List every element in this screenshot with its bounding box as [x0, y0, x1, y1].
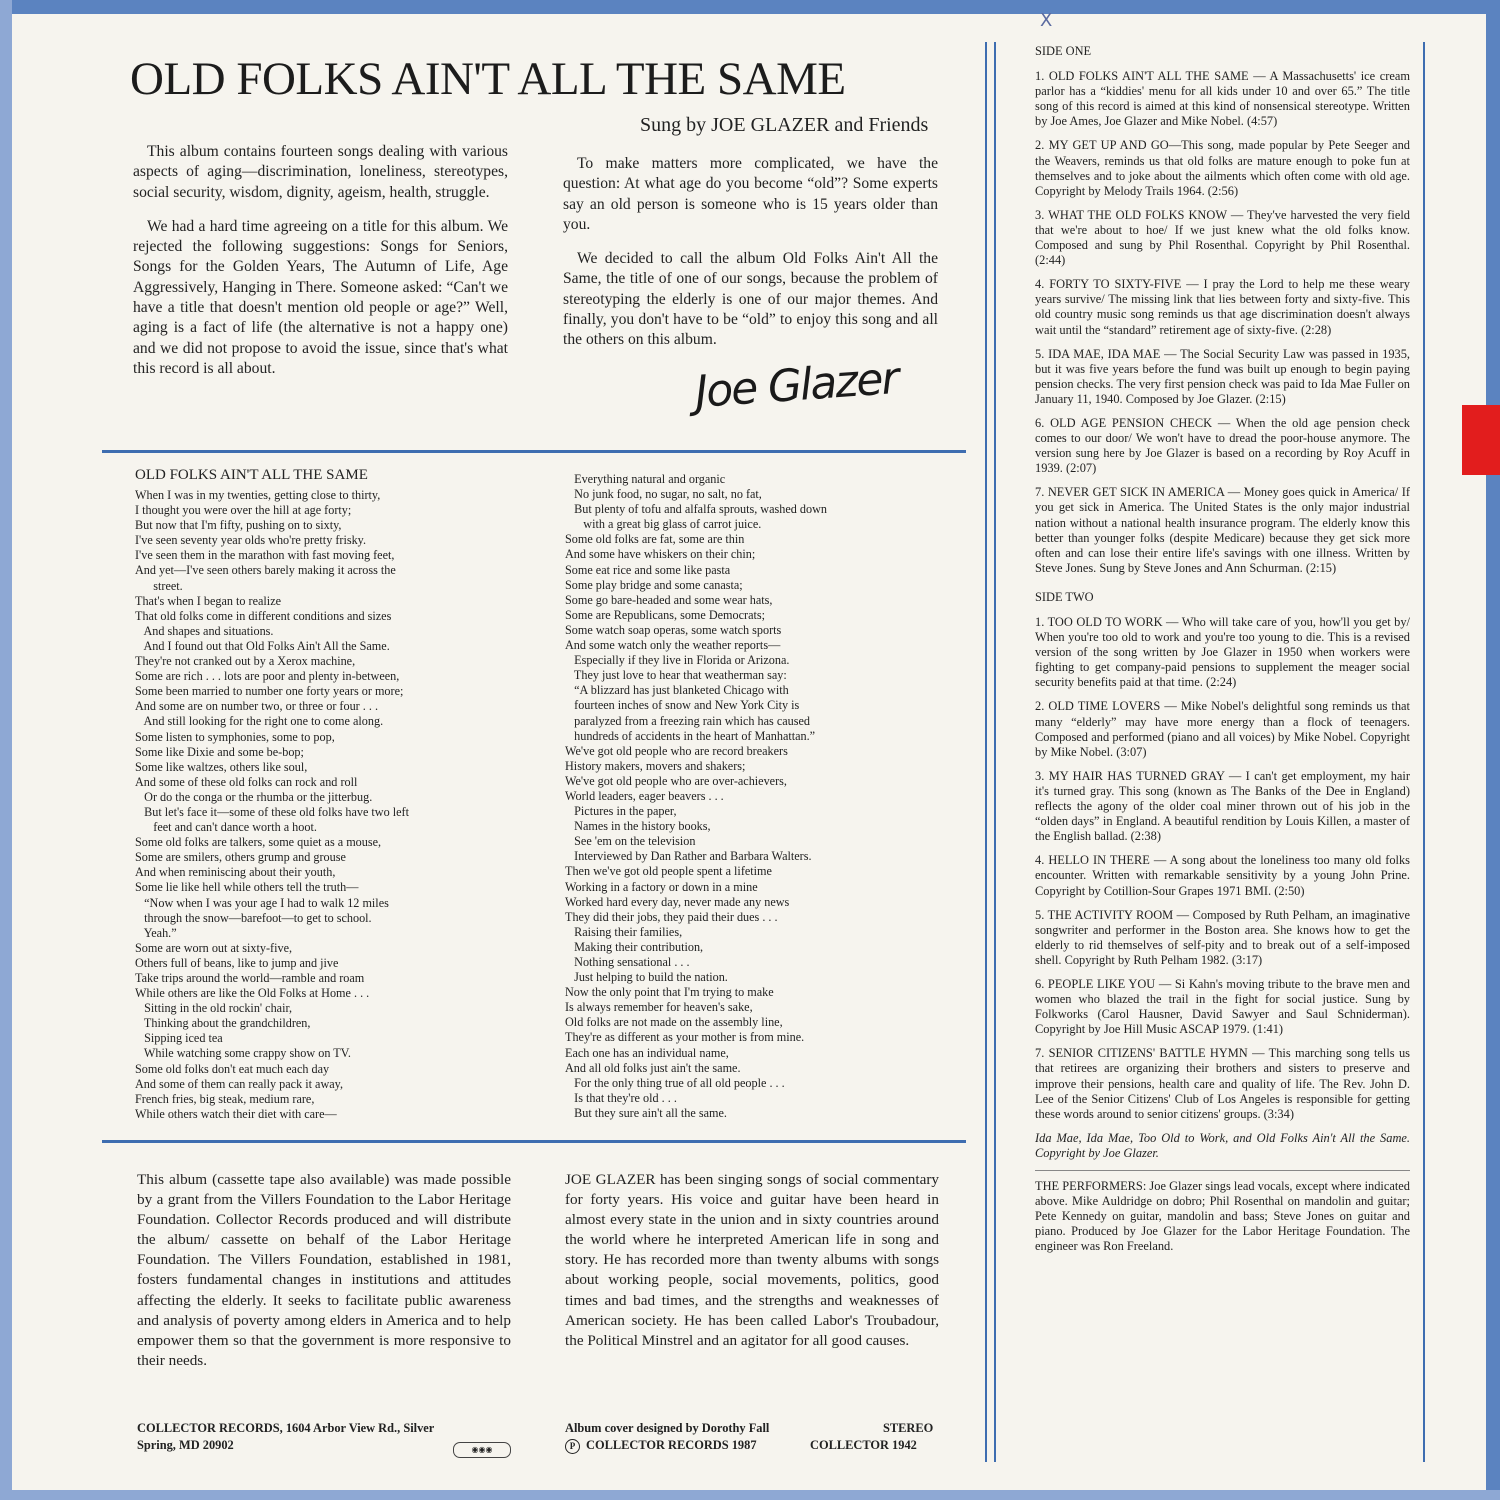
lyric-line: Some lie like hell while others tell the truth—: [135, 880, 359, 895]
lyric-line: Pictures in the paper,: [565, 804, 677, 819]
lyric-line: through the snow—barefoot—to get to school.: [135, 910, 372, 925]
lyric-line: That old folks come in different conditions and sizes: [135, 608, 392, 623]
label-address-line2: Spring, MD 20902: [137, 1438, 234, 1452]
side-two-heading: SIDE TWO: [1035, 589, 1094, 604]
lyric-line: Some old folks are fat, some are thin: [565, 532, 745, 547]
lyric-line: History makers, movers and shakers;: [565, 758, 746, 773]
lyric-line: And still looking for the right one to come along.: [135, 714, 384, 729]
lyric-line: Is always remember for heaven's sake,: [565, 1000, 753, 1015]
lyric-line: Or do the conga or the rhumba or the jitterbug.: [135, 789, 373, 804]
lyric-line: And I found out that Old Folks Ain't All the Same.: [135, 638, 390, 653]
lyric-line: Some listen to symphonies, some to pop,: [135, 729, 335, 744]
lyric-line: They just love to hear that weatherman say:: [565, 668, 787, 683]
lyric-line: While others watch their diet with care—: [135, 1106, 337, 1121]
lyric-line: Nothing sensational . . .: [565, 955, 690, 969]
lyric-line: They're not cranked out by a Xerox machine,: [135, 654, 356, 669]
lyric-line: Is that they're old . . .: [565, 1090, 677, 1105]
lyric-line: For the only thing true of all old people . . .: [565, 1075, 785, 1090]
divider-top: [102, 450, 966, 453]
lyric-line: Everything natural and organic: [565, 472, 726, 486]
intro-left-column: [133, 142, 508, 393]
lyric-line: We've got old people who are over-achievers,: [565, 773, 787, 788]
lyric-line: See 'em on the television: [565, 834, 696, 849]
lyric-line: And shapes and situations.: [135, 623, 274, 638]
lyrics-right-column: [565, 472, 827, 1121]
intro-paragraph: This album contains fourteen songs dealing with various aspects of aging—discrimination, loneliness, stereotypes, social security, wisdom, dignity, ageism, health, struggle.: [133, 143, 508, 201]
lyric-line: And some of them can really pack it away,: [135, 1076, 344, 1091]
lyric-line: Raising their families,: [565, 924, 683, 939]
intro-paragraph: We decided to call the album Old Folks Ain't All the Same, the title of one of our songs, because the problem of stereotyping the elderly is one of our major themes. And finally, you don't have to be “old” to enjoy this song and all the others on this album.: [563, 250, 938, 349]
catalog-number: COLLECTOR 1942: [810, 1438, 917, 1452]
lyric-line: But let's face it—some of these old folks have two left: [135, 804, 409, 819]
lyric-line: They're as different as your mother is from mine.: [565, 1030, 805, 1045]
lyric-line: I've seen seventy year olds who're pretty frisky.: [135, 533, 367, 548]
lyric-line: with a great big glass of carrot juice.: [565, 517, 762, 532]
lyric-line: hundreds of accidents in the heart of Manhattan.”: [565, 728, 816, 743]
lyric-line: French fries, big steak, medium rare,: [135, 1091, 315, 1106]
lyric-line: Yeah.”: [135, 925, 177, 940]
lyric-line: Take trips around the world—ramble and roam: [135, 971, 365, 985]
lyric-line: Some like Dixie and some be-bop;: [135, 744, 304, 759]
track-entry: 1. TOO OLD TO WORK — Who will take care of you, how'll you get by/ When you're too old to work and you're too young to die. This is a revised version of the song written by Joe Glazer in 1950 when workers were fighting to get company-paid pensions to supplement the meager social security benefits paid at that time. (2:24): [1035, 615, 1410, 690]
lyric-line: But plenty of tofu and alfalfa sprouts, washed down: [565, 502, 827, 517]
lyric-line: I thought you were over the hill at age forty;: [135, 503, 352, 518]
phonogram-icon: P: [565, 1439, 580, 1454]
lyric-line: That's when I began to realize: [135, 593, 282, 608]
lyric-line: Some like waltzes, others like soul,: [135, 759, 308, 774]
intro-paragraph: To make matters more complicated, we have the question: At what age do you become “old”? Some experts say an old person is someone who is 15 years older than you.: [563, 155, 938, 233]
lyric-line: But they sure ain't all the same.: [565, 1105, 727, 1120]
joe-glazer-bio: JOE GLAZER has been singing songs of social commentary for forty years. His voice and guitar have been heard in almost every state in the union and in sixty countries around the world where he interpreted American life in song and story. He has recorded more than twenty albums with songs about working people, social movements, politics, good times and bad times, and the strengths and weaknesses of American society. He has been called Labor's Troubadour, the Political Minstrel and an agitator for all good causes.: [565, 1171, 939, 1349]
lyric-line: They did their jobs, they paid their dues . . .: [565, 909, 778, 924]
track-entry: 3. MY HAIR HAS TURNED GRAY — I can't get employment, my hair it's turned gray. This song (known as The Banks of the Dee in England) reflects the agony of the older coal miner thrown out of his job in the “olden days” in England. A beautiful rendition by Louis Killen, a master of the English ballad. (2:38): [1035, 768, 1410, 844]
lyric-line: Some play bridge and some canasta;: [565, 577, 743, 592]
track-entry: 5. IDA MAE, IDA MAE — The Social Security Law was passed in 1935, but it was five years before the fund was built up enough to begin paying pension checks. The very first pension check was paid to Ida Mae Fuller on January 11, 1940. Composed by Joe Glazer. (2:15): [1035, 346, 1410, 406]
lyric-line: Some watch soap operas, some watch sports: [565, 622, 782, 637]
lyric-line: Thinking about the grandchildren,: [135, 1016, 311, 1031]
divider-vertical-1: [985, 42, 987, 1462]
lyric-line: Some eat rice and some like pasta: [565, 562, 731, 577]
lyric-line: While others are like the Old Folks at Home . . .: [135, 986, 370, 1001]
track-entry: 7. SENIOR CITIZENS' BATTLE HYMN — This marching song tells us that retirees are organizing their brothers and sisters to preserve and improve their pensions, health care and quality of life. The Rev. John D. Lee of the Senior Citizens' Club of Los Angeles is responsible for getting these words around to senior citizens' groups. (3:34): [1035, 1046, 1410, 1121]
label-address-line1: COLLECTOR RECORDS, 1604 Arbor View Rd., Silver: [137, 1421, 435, 1435]
foundation-note: This album (cassette tape also available) was made possible by a grant from the Villers Foundation to the Labor Heritage Foundation. Collector Records produced and will distribute the album/ cassette on behalf of the Labor Heritage Foundation. The Villers Foundation, established in 1981, fosters fundamental changes in institutions and attitudes affecting the elderly. It seeks to facilitate public awareness and analysis of poverty among elders in America and to help empower them so that the government is more responsive to their needs.: [137, 1171, 511, 1369]
lyric-line: Making their contribution,: [565, 939, 704, 954]
track-entry: 6. PEOPLE LIKE YOU — Si Kahn's moving tribute to the brave men and women who blazed the trail in the fight for social justice. Sung by Folkworks (Carol Hausner, David Sawyer and Saul Schniderman). Copyright by Joe Hill Music ASCAP 1979. (1:41): [1035, 976, 1410, 1037]
lyric-line: I've seen them in the marathon with fast moving feet,: [135, 548, 395, 563]
lyric-line: Some are Republicans, some Democrats;: [565, 607, 766, 622]
lyric-line: Some old folks are talkers, some quiet as a mouse,: [135, 835, 382, 850]
lyrics-title: OLD FOLKS AIN'T ALL THE SAME: [135, 467, 368, 483]
cover-design-credit: Album cover designed by Dorothy Fall: [565, 1421, 770, 1435]
album-title: OLD FOLKS AIN'T ALL THE SAME: [130, 53, 846, 105]
joe-glazer-signature: Joe Glazer: [693, 352, 900, 419]
copyright-line: [565, 1438, 757, 1454]
lyric-line: And when reminiscing about their youth,: [135, 865, 336, 880]
collector-logo-icon: ◉◉◉: [453, 1442, 511, 1458]
lyric-line: Worked hard every day, never made any news: [565, 894, 790, 909]
lyric-line: We've got old people who are record breakers: [565, 743, 788, 758]
lyric-line: Interviewed by Dan Rather and Barbara Walters.: [565, 849, 812, 864]
lyric-line: paralyzed from a freezing rain which has caused: [565, 713, 810, 728]
track-entry: 4. HELLO IN THERE — A song about the loneliness too many old folks encounter. Written with remarkable sensitivity by a young John Prine. Copyright by Cotillion-Sour Grapes 1971 BMI. (2:50): [1035, 853, 1410, 898]
lyric-line: Each one has an individual name,: [565, 1045, 729, 1060]
lyric-line: Then we've got old people spent a lifetime: [565, 864, 772, 879]
lyric-line: But now that I'm fifty, pushing on to sixty,: [135, 518, 342, 533]
lyric-line: And some have whiskers on their chin;: [565, 547, 756, 562]
lyric-line: “Now when I was your age I had to walk 12 miles: [135, 895, 389, 910]
copyright-text: COLLECTOR RECORDS 1987: [586, 1438, 757, 1452]
lyric-line: And yet—I've seen others barely making it across the: [135, 563, 396, 578]
intro-right-column: [563, 154, 938, 365]
red-sticker-tab: [1462, 405, 1500, 475]
lyrics-left-column: [135, 466, 409, 1122]
track-entry: 1. OLD FOLKS AIN'T ALL THE SAME — A Massachusetts' ice cream parlor has a “kiddies' menu for all kids under 10 and over 65.” The title song of this record is aimed at this kind of nonsensical stereotype. Written by Joe Ames, Joe Glazer and Mike Nobel. (4:57): [1035, 69, 1410, 129]
lyric-line: street.: [135, 578, 183, 593]
lyric-line: Now the only point that I'm trying to make: [565, 985, 774, 1000]
lyric-line: And some of these old folks can rock and roll: [135, 774, 358, 789]
side-one-heading: SIDE ONE: [1035, 44, 1092, 58]
top-edge-strip: [0, 0, 1500, 14]
performers-note: THE PERFORMERS: Joe Glazer sings lead vocals, except where indicated above. Mike Auldridge on dobro; Phil Rosenthal on mandolin and guitar; Pete Kennedy on guitar, mandolin and bass; Steve Jones on guitar and piano. Produced by Joe Glazer for the Labor Heritage Foundation. The engineer was Ron Freeland.: [1035, 1179, 1410, 1254]
lyric-line: Some been married to number one forty years or more;: [135, 684, 404, 699]
lyric-line: Names in the history books,: [565, 819, 711, 834]
lyric-line: Especially if they live in Florida or Arizona.: [565, 653, 790, 668]
lyric-line: And all old folks just ain't the same.: [565, 1060, 741, 1075]
lyric-line: Some old folks don't eat much each day: [135, 1061, 330, 1076]
divider-vertical-2: [994, 42, 996, 1462]
lyric-line: And some are on number two, or three or four . . .: [135, 699, 379, 714]
stereo-label: STEREO: [883, 1421, 934, 1435]
track-entry: 7. NEVER GET SICK IN AMERICA — Money goes quick in America/ If you get sick in America. The United States is the only major industrial nation without a national health insurance program. The elderly know this better than younger folks (despite Medicare) because they get sick more often and can lose their entire life's savings with one illness. Written by Steve Jones. Sung by Steve Jones and Ann Schurman. (2:15): [1035, 485, 1410, 575]
track-entry: 5. THE ACTIVITY ROOM — Composed by Ruth Pelham, an imaginative songwriter and performer in the Boston area. She knows how to get the elderly to rid themselves of self-pity and to break out of a self-imposed shell. Copyright by Ruth Pelham 1982. (3:17): [1035, 907, 1410, 967]
copyright-note: Ida Mae, Ida Mae, Too Old to Work, and Old Folks Ain't All the Same. Copyright by Joe Glazer.: [1035, 1130, 1410, 1160]
lyric-line: Just helping to build the nation.: [565, 970, 728, 985]
intro-paragraph: We had a hard time agreeing on a title for this album. We rejected the following suggestions: Songs for Seniors, Songs for the Golden Years, The Autumn of Life, Age Aggressively, Hanging in There. Someone asked: “Can't we have a title that doesn't mention old people or age?” Well, aging is a fact of life (the alternative is not a happy one) and we did not propose to avoid the issue, since that's what this record is all about.: [133, 217, 508, 377]
performers-divider: [1035, 1170, 1410, 1171]
bottom-edge-strip: [0, 1490, 1500, 1500]
left-edge-strip: [0, 0, 12, 1500]
track-list: [1035, 44, 1410, 1263]
lyric-line: Others full of beans, like to jump and jive: [135, 955, 339, 970]
lyric-line: “A blizzard has just blanketed Chicago with: [565, 683, 789, 698]
track-entry: 6. OLD AGE PENSION CHECK — When the old age pension check comes to our door/ We won't have to dread the poor-house anymore. The version sung here by Joe Glazer is based on a recording by Roy Acuff in 1939. (2:07): [1035, 415, 1410, 476]
lyric-line: World leaders, eager beavers . . .: [565, 788, 724, 803]
track-entry: 2. MY GET UP AND GO—This song, made popular by Pete Seeger and the Weavers, reminds us that old folks are mature enough to poke fun at themselves and to joke about the ailments which often come with old age. Copyright by Melody Trails 1964. (2:56): [1035, 138, 1410, 198]
lyric-line: No junk food, no sugar, no salt, no fat,: [565, 487, 762, 502]
track-entry: 2. OLD TIME LOVERS — Mike Nobel's delightful song reminds us that many “elderly” may have more energy than a flock of teenagers. Composed and performed (piano and all voices) by Mike Nobel. Copyright by Mike Nobel. (3:07): [1035, 699, 1410, 759]
lyric-line: Some are worn out at sixty-five,: [135, 940, 293, 955]
lyric-line: Some are smilers, others grump and grouse: [135, 850, 346, 865]
lyric-line: fourteen inches of snow and New York City is: [565, 698, 800, 713]
lyric-line: Sipping iced tea: [135, 1031, 223, 1046]
handwritten-x-mark: X: [1040, 10, 1053, 31]
lyric-line: Some are rich . . . lots are poor and plenty in-between,: [135, 669, 400, 684]
lyric-line: And some watch only the weather reports—: [565, 638, 781, 653]
lyric-line: Some go bare-headed and some wear hats,: [565, 592, 773, 607]
right-edge-strip: [1486, 0, 1500, 1500]
divider-vertical-3: [1423, 42, 1425, 1462]
divider-bottom: [102, 1140, 966, 1143]
lyric-line: Old folks are not made on the assembly line,: [565, 1015, 783, 1030]
lyric-line: Working in a factory or down in a mine: [565, 879, 758, 894]
lyric-line: Sitting in the old rockin' chair,: [135, 1001, 293, 1016]
track-entry: 3. WHAT THE OLD FOLKS KNOW — They've harvested the very field that we're about to hoe/ If we just knew what the old folks know. Composed and sung by Phil Rosenthal. Copyright by Phil Rosenthal. (2:44): [1035, 207, 1410, 268]
album-subtitle: Sung by JOE GLAZER and Friends: [640, 114, 929, 136]
track-entry: 4. FORTY TO SIXTY-FIVE — I pray the Lord to help me these weary years survive/ The missing link that lies between forty and sixty-five. This old country music song reminds us that age discrimination doesn't always wait until the “standard” retirement age of sixty-five. (2:28): [1035, 277, 1410, 337]
lyric-line: When I was in my twenties, getting close to thirty,: [135, 488, 381, 502]
lyric-line: feet and can't dance worth a hoot.: [135, 820, 317, 835]
lyric-line: While watching some crappy show on TV.: [135, 1046, 351, 1061]
